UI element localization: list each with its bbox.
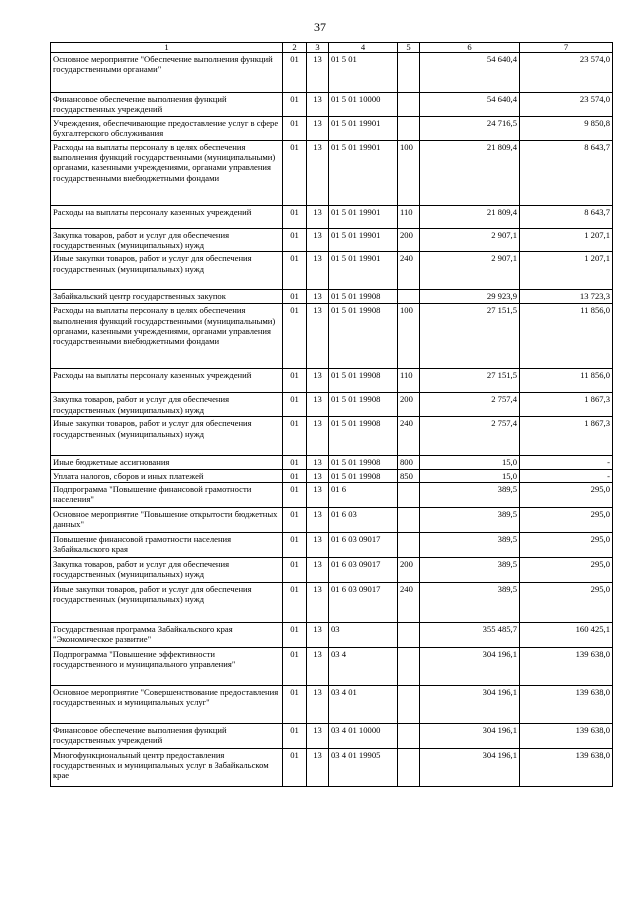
row-amount-plan: 29 923,9 — [420, 290, 520, 304]
row-target-article: 01 5 01 19908 — [329, 393, 398, 417]
row-expense-type — [398, 647, 420, 685]
row-subsection: 13 — [307, 685, 329, 723]
row-section: 01 — [283, 252, 307, 290]
row-section: 01 — [283, 482, 307, 507]
row-expense-type: 240 — [398, 417, 420, 456]
budget-table — [50, 42, 613, 787]
row-expense-type — [398, 685, 420, 723]
row-subsection: 13 — [307, 647, 329, 685]
row-section: 01 — [283, 748, 307, 786]
row-name: Забайкальский центр государственных закупок — [51, 290, 283, 304]
row-section: 01 — [283, 469, 307, 482]
header-col-7: 7 — [520, 43, 613, 53]
row-target-article: 03 4 01 19905 — [329, 748, 398, 786]
row-section: 01 — [283, 557, 307, 582]
row-amount-actual: 139 638,0 — [520, 748, 613, 786]
row-expense-type: 110 — [398, 369, 420, 393]
row-section: 01 — [283, 369, 307, 393]
row-amount-actual: 1 207,1 — [520, 252, 613, 290]
row-target-article: 03 — [329, 622, 398, 647]
table-row — [51, 507, 613, 532]
row-target-article: 01 6 03 — [329, 507, 398, 532]
row-subsection: 13 — [307, 456, 329, 469]
row-amount-actual: 160 425,1 — [520, 622, 613, 647]
row-amount-plan: 355 485,7 — [420, 622, 520, 647]
row-amount-plan: 389,5 — [420, 507, 520, 532]
row-amount-plan: 54 640,4 — [420, 53, 520, 93]
row-amount-plan: 304 196,1 — [420, 723, 520, 748]
row-section: 01 — [283, 206, 307, 229]
row-amount-actual: 9 850,8 — [520, 117, 613, 141]
row-subsection: 13 — [307, 507, 329, 532]
row-subsection: 13 — [307, 53, 329, 93]
row-section: 01 — [283, 507, 307, 532]
table-row — [51, 622, 613, 647]
row-subsection: 13 — [307, 290, 329, 304]
row-expense-type: 200 — [398, 393, 420, 417]
table-row — [51, 369, 613, 393]
row-target-article: 01 5 01 19908 — [329, 469, 398, 482]
row-name: Государственная программа Забайкальского края "Экономическое развитие" — [51, 622, 283, 647]
row-subsection: 13 — [307, 557, 329, 582]
row-name: Финансовое обеспечение выполнения функций государственных учреждений — [51, 93, 283, 117]
row-name: Закупка товаров, работ и услуг для обеспечения государственных (муниципальных) нужд — [51, 393, 283, 417]
row-target-article: 01 5 01 — [329, 53, 398, 93]
row-target-article: 01 5 01 19908 — [329, 456, 398, 469]
row-expense-type: 850 — [398, 469, 420, 482]
row-amount-plan: 21 809,4 — [420, 206, 520, 229]
row-target-article: 01 6 — [329, 482, 398, 507]
row-section: 01 — [283, 647, 307, 685]
row-subsection: 13 — [307, 252, 329, 290]
row-expense-type — [398, 53, 420, 93]
row-amount-plan: 24 716,5 — [420, 117, 520, 141]
row-amount-actual: 8 643,7 — [520, 206, 613, 229]
row-section: 01 — [283, 93, 307, 117]
row-expense-type — [398, 532, 420, 557]
row-name: Подпрограмма "Повышение эффективности государственного и муниципального управления" — [51, 647, 283, 685]
row-name: Расходы на выплаты персоналу в целях обеспечения выполнения функций государственными (муниципальными) органами, казенными учреждениями, органами управления государственными внебюджетными фондами — [51, 304, 283, 369]
row-amount-plan: 2 757,4 — [420, 393, 520, 417]
row-amount-plan: 2 907,1 — [420, 229, 520, 252]
row-section: 01 — [283, 685, 307, 723]
table-row — [51, 685, 613, 723]
row-amount-actual: 1 867,3 — [520, 417, 613, 456]
row-name: Основное мероприятие "Совершенствование предоставления государственных и муниципальных услуг" — [51, 685, 283, 723]
row-expense-type: 100 — [398, 304, 420, 369]
row-target-article: 01 5 01 19901 — [329, 117, 398, 141]
table-body — [51, 53, 613, 787]
row-name: Расходы на выплаты персоналу казенных учреждений — [51, 369, 283, 393]
row-target-article: 01 5 01 19908 — [329, 369, 398, 393]
row-section: 01 — [283, 229, 307, 252]
row-amount-actual: 23 574,0 — [520, 93, 613, 117]
table-row — [51, 417, 613, 456]
row-name: Иные закупки товаров, работ и услуг для обеспечения государственных (муниципальных) нужд — [51, 417, 283, 456]
row-amount-plan: 21 809,4 — [420, 141, 520, 206]
row-amount-plan: 15,0 — [420, 469, 520, 482]
table-row — [51, 482, 613, 507]
row-subsection: 13 — [307, 622, 329, 647]
row-section: 01 — [283, 417, 307, 456]
row-amount-actual: - — [520, 469, 613, 482]
header-row — [51, 43, 613, 53]
row-expense-type: 200 — [398, 557, 420, 582]
row-subsection: 13 — [307, 748, 329, 786]
header-col-5: 5 — [398, 43, 420, 53]
row-amount-plan: 54 640,4 — [420, 93, 520, 117]
row-subsection: 13 — [307, 206, 329, 229]
row-section: 01 — [283, 290, 307, 304]
row-section: 01 — [283, 393, 307, 417]
row-subsection: 13 — [307, 304, 329, 369]
row-amount-plan: 27 151,5 — [420, 369, 520, 393]
row-section: 01 — [283, 304, 307, 369]
row-name: Многофункциональный центр предоставления государственных и муниципальных услуг в Забайкальском крае — [51, 748, 283, 786]
row-amount-actual: 11 856,0 — [520, 369, 613, 393]
row-expense-type: 100 — [398, 141, 420, 206]
row-name: Закупка товаров, работ и услуг для обеспечения государственных (муниципальных) нужд — [51, 229, 283, 252]
row-name: Учреждения, обеспечивающие предоставление услуг в сфере бухгалтерского обслуживания — [51, 117, 283, 141]
row-name: Подпрограмма "Повышение финансовой грамотности населения" — [51, 482, 283, 507]
row-subsection: 13 — [307, 393, 329, 417]
row-section: 01 — [283, 456, 307, 469]
row-name: Иные закупки товаров, работ и услуг для обеспечения государственных (муниципальных) нужд — [51, 582, 283, 622]
header-col-3: 3 — [307, 43, 329, 53]
row-target-article: 01 5 01 19901 — [329, 252, 398, 290]
row-amount-actual: 295,0 — [520, 507, 613, 532]
row-amount-actual: 1 867,3 — [520, 393, 613, 417]
row-amount-plan: 389,5 — [420, 582, 520, 622]
row-amount-plan: 389,5 — [420, 557, 520, 582]
row-target-article: 01 5 01 19908 — [329, 290, 398, 304]
row-target-article: 01 5 01 10000 — [329, 93, 398, 117]
row-amount-plan: 304 196,1 — [420, 647, 520, 685]
row-expense-type: 800 — [398, 456, 420, 469]
table-row — [51, 647, 613, 685]
row-expense-type: 110 — [398, 206, 420, 229]
row-amount-actual: 23 574,0 — [520, 53, 613, 93]
row-expense-type — [398, 507, 420, 532]
row-target-article: 01 6 03 09017 — [329, 582, 398, 622]
row-expense-type: 240 — [398, 582, 420, 622]
table-row — [51, 290, 613, 304]
row-section: 01 — [283, 723, 307, 748]
table-row — [51, 532, 613, 557]
header-col-6: 6 — [420, 43, 520, 53]
row-expense-type — [398, 723, 420, 748]
row-amount-actual: 13 723,3 — [520, 290, 613, 304]
page-number: 37 — [314, 20, 326, 34]
table-row — [51, 141, 613, 206]
row-amount-actual: 139 638,0 — [520, 647, 613, 685]
row-subsection: 13 — [307, 482, 329, 507]
table-row — [51, 393, 613, 417]
row-target-article: 01 5 01 19908 — [329, 304, 398, 369]
table-row — [51, 557, 613, 582]
row-expense-type — [398, 117, 420, 141]
row-name: Расходы на выплаты персоналу в целях обеспечения выполнения функций государственными (муниципальными) органами, казенными учреждениями, органами управления государственными внебюджетными фондами — [51, 141, 283, 206]
row-target-article: 01 5 01 19901 — [329, 229, 398, 252]
table-row — [51, 469, 613, 482]
row-amount-actual: 295,0 — [520, 582, 613, 622]
row-amount-plan: 304 196,1 — [420, 685, 520, 723]
row-target-article: 01 6 03 09017 — [329, 557, 398, 582]
row-section: 01 — [283, 532, 307, 557]
row-subsection: 13 — [307, 369, 329, 393]
row-amount-plan: 27 151,5 — [420, 304, 520, 369]
row-amount-actual: - — [520, 456, 613, 469]
row-amount-plan: 304 196,1 — [420, 748, 520, 786]
row-amount-plan: 389,5 — [420, 482, 520, 507]
row-subsection: 13 — [307, 469, 329, 482]
row-target-article: 03 4 01 10000 — [329, 723, 398, 748]
header-col-4: 4 — [329, 43, 398, 53]
row-subsection: 13 — [307, 117, 329, 141]
row-expense-type — [398, 482, 420, 507]
row-target-article: 01 6 03 09017 — [329, 532, 398, 557]
row-amount-plan: 2 757,4 — [420, 417, 520, 456]
row-amount-actual: 139 638,0 — [520, 723, 613, 748]
table-row — [51, 206, 613, 229]
table-row — [51, 229, 613, 252]
row-amount-plan: 15,0 — [420, 456, 520, 469]
row-amount-actual: 8 643,7 — [520, 141, 613, 206]
row-expense-type: 240 — [398, 252, 420, 290]
row-amount-plan: 389,5 — [420, 532, 520, 557]
row-target-article: 03 4 01 — [329, 685, 398, 723]
row-section: 01 — [283, 141, 307, 206]
row-name: Уплата налогов, сборов и иных платежей — [51, 469, 283, 482]
header-col-1: 1 — [51, 43, 283, 53]
row-subsection: 13 — [307, 141, 329, 206]
row-expense-type — [398, 622, 420, 647]
table-row — [51, 582, 613, 622]
table-row — [51, 93, 613, 117]
row-name: Закупка товаров, работ и услуг для обеспечения государственных (муниципальных) нужд — [51, 557, 283, 582]
row-expense-type — [398, 748, 420, 786]
row-expense-type — [398, 290, 420, 304]
row-subsection: 13 — [307, 723, 329, 748]
row-amount-actual: 295,0 — [520, 482, 613, 507]
row-section: 01 — [283, 53, 307, 93]
row-subsection: 13 — [307, 93, 329, 117]
row-section: 01 — [283, 622, 307, 647]
row-amount-actual: 139 638,0 — [520, 685, 613, 723]
table-row — [51, 252, 613, 290]
row-target-article: 01 5 01 19901 — [329, 141, 398, 206]
row-name: Основное мероприятие "Обеспечение выполнения функций государственными органами" — [51, 53, 283, 93]
row-section: 01 — [283, 117, 307, 141]
row-name: Иные бюджетные ассигнования — [51, 456, 283, 469]
row-section: 01 — [283, 582, 307, 622]
table-row — [51, 117, 613, 141]
row-name: Повышение финансовой грамотности населения Забайкальского края — [51, 532, 283, 557]
table-row — [51, 723, 613, 748]
row-subsection: 13 — [307, 229, 329, 252]
row-subsection: 13 — [307, 532, 329, 557]
row-amount-plan: 2 907,1 — [420, 252, 520, 290]
row-expense-type: 200 — [398, 229, 420, 252]
row-target-article: 01 5 01 19908 — [329, 417, 398, 456]
table-row — [51, 456, 613, 469]
row-subsection: 13 — [307, 582, 329, 622]
table-row — [51, 748, 613, 786]
row-amount-actual: 11 856,0 — [520, 304, 613, 369]
row-name: Иные закупки товаров, работ и услуг для обеспечения государственных (муниципальных) нужд — [51, 252, 283, 290]
table-row — [51, 304, 613, 369]
row-expense-type — [398, 93, 420, 117]
row-target-article: 03 4 — [329, 647, 398, 685]
row-name: Расходы на выплаты персоналу казенных учреждений — [51, 206, 283, 229]
row-target-article: 01 5 01 19901 — [329, 206, 398, 229]
table-row — [51, 53, 613, 93]
row-subsection: 13 — [307, 417, 329, 456]
row-amount-actual: 295,0 — [520, 532, 613, 557]
row-name: Основное мероприятие "Повышение открытости бюджетных данных" — [51, 507, 283, 532]
row-amount-actual: 295,0 — [520, 557, 613, 582]
row-name: Финансовое обеспечение выполнения функций государственных учреждений — [51, 723, 283, 748]
header-col-2: 2 — [283, 43, 307, 53]
row-amount-actual: 1 207,1 — [520, 229, 613, 252]
